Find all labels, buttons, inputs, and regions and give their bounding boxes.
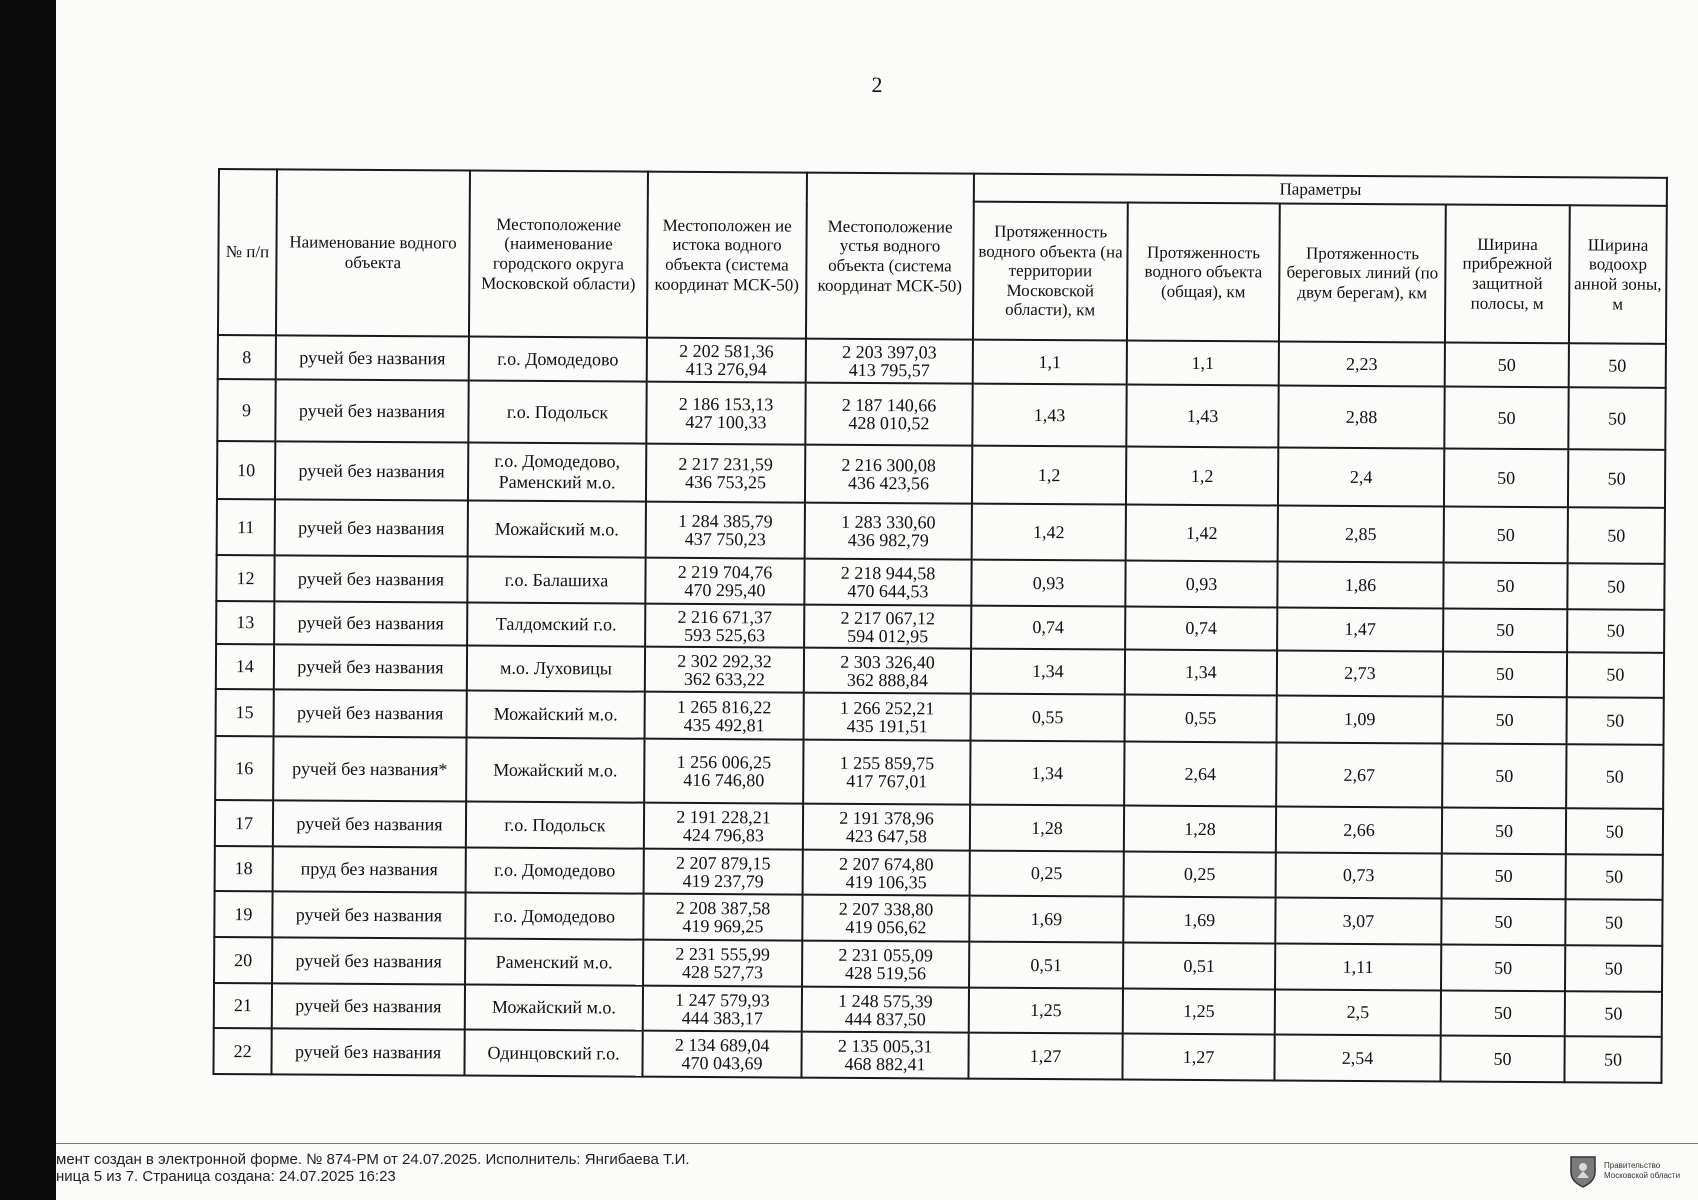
cell-location: Талдомский г.о. (467, 603, 645, 647)
source-coordinate-y: 428 527,73 (682, 961, 764, 983)
cell-name: ручей без названия (272, 937, 465, 984)
mouth-coordinate-y: 423 647,58 (845, 825, 927, 847)
table-row (215, 736, 1663, 809)
source-coordinate-x: 2 208 387,58 (675, 897, 771, 919)
cell-protection-zone: 50 (1569, 343, 1666, 388)
cell-length-region: 1,2 (972, 446, 1126, 505)
government-logo-text (1604, 1161, 1690, 1181)
cell-source (645, 558, 804, 605)
cell-mouth (801, 1032, 968, 1079)
header-source: Местоположен ие истока водного объекта (система координат МСК-50) (647, 172, 807, 339)
header-shoreline: Протяженность береговых линий (по двум берегам), км (1279, 203, 1446, 342)
cell-shoreline: 3,07 (1275, 897, 1441, 944)
cell-coastal-strip: 50 (1441, 990, 1565, 1036)
mouth-coordinate-x: 1 266 252,21 (839, 697, 935, 718)
table-row (217, 441, 1665, 508)
mouth-coordinate-y: 417 767,01 (846, 770, 928, 792)
cell-location: Можайский м.о. (468, 501, 646, 558)
cell-location: г.о. Домодедово, Раменский м.о. (468, 443, 646, 502)
cell-shoreline: 2,4 (1278, 447, 1444, 506)
cell-num: 17 (215, 800, 273, 846)
cell-shoreline: 2,23 (1279, 341, 1445, 386)
header-mouth: Местоположение устья водного объекта (система координат МСК-50) (806, 173, 974, 340)
cell-protection-zone: 50 (1567, 652, 1664, 698)
cell-length-total: 1,28 (1124, 806, 1276, 853)
cell-coastal-strip: 50 (1445, 342, 1569, 387)
cell-protection-zone: 50 (1564, 1036, 1661, 1083)
cell-length-total: 0,25 (1124, 852, 1276, 898)
source-coordinate-y: 416 746,80 (683, 769, 765, 791)
cell-protection-zone: 50 (1565, 945, 1662, 992)
document-page (56, 0, 1698, 1200)
cell-mouth (802, 941, 969, 988)
cell-length-total: 2,64 (1124, 742, 1276, 807)
cell-shoreline: 2,66 (1276, 806, 1442, 853)
source-coordinate-y: 413 276,94 (685, 358, 767, 380)
cell-length-region: 0,93 (971, 560, 1125, 607)
mouth-coordinate-y: 362 888,84 (846, 669, 928, 690)
cell-coastal-strip: 50 (1442, 743, 1566, 808)
cell-shoreline: 2,54 (1274, 1034, 1440, 1081)
source-coordinate-y: 362 633,22 (683, 668, 765, 689)
table-header (218, 169, 1667, 344)
source-coordinate-x: 2 302 292,32 (677, 650, 772, 671)
cell-location: Можайский м.о. (467, 691, 645, 739)
cell-length-total: 1,34 (1125, 650, 1277, 696)
cell-location: м.о. Луховицы (467, 646, 645, 692)
cell-length-region: 1,27 (968, 1033, 1122, 1080)
source-coordinate-y: 435 492,81 (683, 714, 765, 735)
cell-length-region: 1,43 (972, 384, 1126, 447)
source-coordinate-x: 2 216 671,37 (677, 606, 773, 627)
mouth-coordinate-x: 2 203 397,03 (842, 341, 937, 363)
header-coastal-strip: Ширина прибрежной защитной полосы, м (1445, 205, 1570, 344)
cell-source (646, 502, 805, 559)
cell-location: Одинцовский г.о. (464, 1030, 642, 1077)
scan-left-edge (0, 0, 56, 1200)
mouth-coordinate-x: 2 187 140,66 (841, 394, 937, 416)
cell-protection-zone: 50 (1567, 563, 1664, 610)
cell-coastal-strip: 50 (1443, 608, 1567, 652)
source-coordinate-y: 593 525,63 (684, 624, 766, 645)
cell-length-region: 0,55 (971, 694, 1125, 742)
mouth-coordinate-x: 2 231 055,09 (838, 944, 934, 966)
source-coordinate-x: 2 191 228,21 (676, 806, 771, 828)
cell-num: 19 (214, 891, 272, 937)
cell-mouth (805, 383, 972, 446)
source-coordinate-x: 1 265 816,22 (676, 696, 772, 717)
cell-mouth (805, 503, 972, 560)
cell-length-region: 1,25 (969, 988, 1123, 1034)
source-coordinate-y: 444 383,17 (681, 1007, 763, 1028)
cell-coastal-strip: 50 (1441, 898, 1565, 945)
mouth-coordinate-x: 2 191 378,96 (839, 807, 934, 829)
mouth-coordinate-y: 444 837,50 (844, 1008, 926, 1029)
cell-num: 16 (215, 736, 273, 800)
cell-name: ручей без названия (273, 800, 466, 847)
source-coordinate-x: 2 217 231,59 (678, 453, 774, 475)
source-coordinate-y: 470 295,40 (684, 579, 766, 601)
table-row (217, 499, 1665, 564)
cell-location: Можайский м.о. (466, 738, 644, 803)
cell-protection-zone: 50 (1567, 609, 1664, 653)
cell-length-region: 1,1 (973, 340, 1127, 385)
logo-line-2: Московской области (1604, 1171, 1681, 1180)
cell-length-total: 1,43 (1126, 385, 1278, 448)
header-length-total: Протяженность водного объекта (общая), км (1127, 203, 1280, 342)
cell-length-region: 0,74 (971, 606, 1125, 650)
cell-location: г.о. Балашиха (467, 557, 645, 604)
table-row (213, 1028, 1661, 1083)
header-num: № п/п (218, 169, 277, 335)
cell-num: 9 (217, 379, 275, 441)
footer-text (56, 1151, 690, 1185)
cell-mouth (803, 804, 970, 851)
cell-name: ручей без названия (272, 983, 465, 1029)
cell-protection-zone: 50 (1568, 387, 1665, 450)
source-coordinate-x: 1 247 579,93 (675, 989, 770, 1010)
source-coordinate-x: 2 186 153,13 (678, 393, 774, 415)
mouth-coordinate-x: 2 207 674,80 (838, 853, 934, 874)
cell-source (644, 803, 803, 850)
cell-shoreline: 2,73 (1277, 650, 1443, 696)
mouth-coordinate-y: 435 191,51 (846, 715, 928, 736)
cell-length-region: 1,42 (972, 504, 1126, 561)
cell-num: 15 (216, 689, 274, 736)
cell-length-region: 1,34 (971, 649, 1125, 695)
header-parameters: Параметры (974, 174, 1667, 206)
cell-mouth (802, 895, 969, 942)
cell-length-region: 1,69 (969, 896, 1123, 943)
cell-source (646, 444, 805, 503)
cell-location: г.о. Домодедово (466, 848, 644, 894)
source-coordinate-x: 2 202 581,36 (679, 340, 774, 362)
cell-shoreline: 2,5 (1275, 989, 1441, 1035)
cell-length-total: 1,42 (1126, 505, 1278, 562)
cell-name: ручей без названия (276, 335, 469, 380)
mouth-coordinate-y: 419 056,62 (845, 916, 927, 938)
cell-protection-zone: 50 (1568, 507, 1665, 564)
cell-location: Раменский м.о. (465, 939, 643, 986)
cell-length-total: 1,27 (1122, 1034, 1274, 1081)
source-coordinate-y: 424 796,83 (682, 824, 764, 846)
cell-num: 22 (213, 1028, 271, 1074)
cell-coastal-strip: 50 (1444, 448, 1568, 507)
cell-source (644, 739, 803, 804)
source-coordinate-y: 427 100,33 (685, 411, 767, 433)
mouth-coordinate-y: 413 795,57 (848, 359, 930, 381)
cell-mouth (803, 850, 970, 896)
source-coordinate-x: 1 284 385,79 (678, 510, 773, 532)
cell-shoreline: 2,85 (1278, 505, 1444, 562)
mouth-coordinate-x: 1 248 575,39 (838, 990, 933, 1011)
cell-length-total: 1,25 (1123, 989, 1275, 1035)
cell-coastal-strip: 50 (1443, 696, 1567, 744)
mouth-coordinate-x: 2 207 338,80 (838, 898, 934, 920)
cell-shoreline: 0,73 (1276, 852, 1442, 898)
cell-name: ручей без названия* (273, 736, 466, 801)
cell-protection-zone: 50 (1565, 991, 1662, 1037)
cell-num: 8 (218, 335, 276, 379)
mouth-coordinate-y: 594 012,95 (847, 625, 929, 646)
cell-coastal-strip: 50 (1442, 807, 1566, 854)
cell-num: 10 (217, 441, 275, 499)
source-coordinate-x: 2 231 555,99 (675, 943, 771, 965)
government-logo (1568, 1154, 1690, 1188)
cell-name: ручей без названия (271, 1028, 464, 1075)
mouth-coordinate-y: 468 882,41 (844, 1053, 926, 1075)
cell-length-total: 0,74 (1125, 607, 1277, 651)
cell-protection-zone: 50 (1566, 744, 1663, 809)
cell-source (645, 692, 804, 740)
table-row (217, 379, 1665, 450)
cell-mouth (804, 648, 971, 694)
cell-coastal-strip: 50 (1443, 651, 1567, 697)
cell-coastal-strip: 50 (1444, 506, 1568, 563)
cell-length-total: 1,69 (1123, 897, 1275, 944)
mouth-coordinate-x: 1 255 859,75 (839, 752, 935, 774)
cell-source (645, 604, 804, 648)
cell-location: г.о. Подольск (468, 381, 646, 444)
mouth-coordinate-x: 2 217 067,12 (840, 607, 936, 628)
cell-name: ручей без названия (274, 601, 467, 645)
page-number: 2 (871, 72, 883, 97)
cell-mouth (804, 559, 971, 606)
cell-length-region: 0,51 (969, 942, 1123, 989)
logo-line-1: Правительство (1604, 1161, 1661, 1170)
mouth-coordinate-y: 436 423,56 (848, 472, 930, 494)
cell-length-region: 1,34 (970, 741, 1124, 806)
cell-num: 20 (214, 937, 272, 983)
cell-mouth (802, 987, 969, 1033)
header-length-region: Протяженность водного объекта (на территории Московской области), км (973, 202, 1128, 341)
cell-protection-zone: 50 (1565, 899, 1662, 946)
source-coordinate-y: 437 750,23 (684, 528, 766, 550)
mouth-coordinate-y: 419 106,35 (845, 871, 927, 892)
mouth-coordinate-x: 2 303 326,40 (840, 651, 935, 672)
cell-num: 18 (215, 846, 273, 891)
document-footer (56, 1143, 1698, 1201)
cell-num: 13 (216, 601, 274, 644)
cell-length-total: 0,51 (1123, 943, 1275, 990)
cell-shoreline: 2,88 (1278, 385, 1444, 448)
mouth-coordinate-x: 1 283 330,60 (841, 511, 936, 533)
cell-name: ручей без названия (275, 499, 468, 556)
cell-length-total: 0,93 (1125, 561, 1277, 608)
cell-location: г.о. Домодедово (465, 893, 643, 940)
mouth-coordinate-x: 2 135 005,31 (837, 1035, 933, 1057)
source-coordinate-x: 2 219 704,76 (677, 561, 773, 583)
cell-source (647, 338, 806, 383)
cell-location: Можайский м.о. (465, 985, 643, 1031)
cell-shoreline: 1,86 (1277, 561, 1443, 608)
mouth-coordinate-y: 470 644,53 (847, 580, 929, 602)
cell-coastal-strip: 50 (1444, 386, 1568, 449)
header-location: Местоположение (наименование городского округа Московской области) (469, 171, 648, 338)
cell-shoreline: 2,67 (1276, 742, 1442, 807)
cell-coastal-strip: 50 (1440, 1035, 1564, 1082)
cell-length-region: 1,28 (970, 805, 1124, 852)
cell-protection-zone: 50 (1566, 808, 1663, 855)
header-name: Наименование водного объекта (276, 169, 470, 336)
cell-coastal-strip: 50 (1442, 853, 1566, 899)
cell-source (643, 894, 802, 941)
cell-name: ручей без названия (275, 441, 468, 500)
cell-source (642, 1031, 801, 1078)
source-coordinate-y: 436 753,25 (685, 471, 767, 493)
cell-num: 14 (216, 644, 274, 689)
cell-source (646, 382, 805, 445)
cell-shoreline: 1,47 (1277, 607, 1443, 651)
cell-source (644, 849, 803, 895)
cell-name: ручей без названия (275, 379, 468, 442)
cell-source (645, 647, 804, 693)
cell-mouth (806, 339, 973, 384)
cell-mouth (804, 605, 971, 649)
cell-mouth (803, 740, 970, 805)
mouth-coordinate-x: 2 218 944,58 (840, 562, 936, 584)
cell-num: 21 (214, 983, 272, 1028)
source-coordinate-y: 419 237,79 (682, 870, 764, 891)
cell-name: ручей без названия (274, 689, 467, 737)
cell-num: 12 (216, 555, 274, 601)
header-protection-zone: Ширина водоохр анной зоны, м (1569, 205, 1667, 344)
source-coordinate-x: 2 207 879,15 (675, 852, 771, 873)
cell-name: пруд без названия (273, 846, 466, 892)
cell-num: 11 (217, 499, 275, 555)
source-coordinate-y: 470 043,69 (681, 1052, 763, 1074)
cell-location: г.о. Подольск (466, 802, 644, 849)
cell-mouth (805, 445, 972, 504)
cell-protection-zone: 50 (1568, 449, 1665, 508)
cell-source (643, 986, 802, 1032)
mouth-coordinate-y: 436 982,79 (847, 529, 929, 551)
table-body (213, 335, 1666, 1083)
cell-name: ручей без названия (272, 891, 465, 938)
cell-name: ручей без названия (274, 644, 467, 690)
source-coordinate-y: 419 969,25 (682, 915, 764, 937)
mouth-coordinate-x: 2 216 300,08 (841, 454, 937, 476)
footer-page-info: ница 5 из 7. Страница создана: 24.07.2025 16:23 (56, 1168, 396, 1185)
cell-length-total: 1,1 (1127, 341, 1279, 386)
source-coordinate-x: 1 256 006,25 (676, 751, 772, 773)
cell-shoreline: 1,09 (1277, 695, 1443, 743)
cell-length-total: 0,55 (1125, 695, 1277, 743)
cell-shoreline: 1,11 (1275, 943, 1441, 990)
footer-document-info: мент создан в электронной форме. № 874-РМ от 24.07.2025. Исполнитель: Янгибаева Т.И. (56, 1151, 690, 1168)
cell-length-total: 1,2 (1126, 447, 1278, 506)
source-coordinate-x: 2 134 689,04 (674, 1034, 770, 1056)
mouth-coordinate-y: 428 010,52 (848, 412, 930, 434)
cell-coastal-strip: 50 (1443, 562, 1567, 609)
water-objects-table (212, 168, 1668, 1084)
cell-protection-zone: 50 (1566, 854, 1663, 900)
mouth-coordinate-y: 428 519,56 (845, 962, 927, 984)
cell-length-region: 0,25 (970, 851, 1124, 897)
cell-mouth (804, 693, 971, 741)
cell-name: ручей без названия (274, 555, 467, 602)
water-objects-table-wrapper (212, 168, 1666, 1084)
cell-source (643, 940, 802, 987)
cell-coastal-strip: 50 (1441, 944, 1565, 991)
moscow-region-coat-of-arms-icon (1568, 1154, 1598, 1188)
cell-location: г.о. Домодедово (469, 337, 647, 382)
cell-protection-zone: 50 (1567, 697, 1664, 745)
